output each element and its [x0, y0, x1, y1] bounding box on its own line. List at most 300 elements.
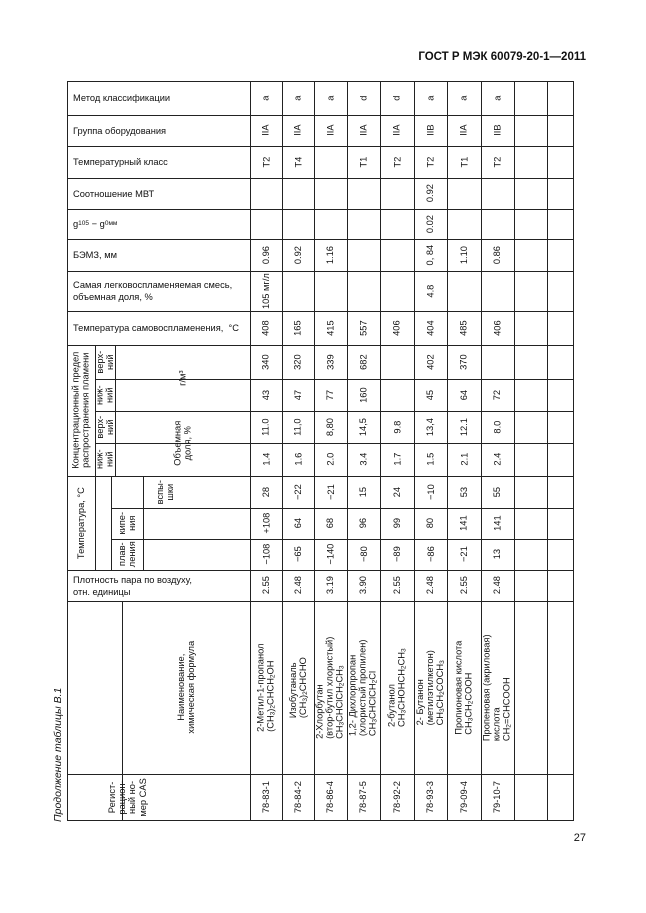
- cell-boil-text: +108: [260, 513, 271, 534]
- cell-most: [314, 271, 347, 311]
- cell-upper_g: [447, 345, 481, 379]
- cell-besg: [250, 239, 282, 271]
- cell-gdiff: [314, 209, 347, 239]
- cell-vapor-text: 2.55: [458, 576, 469, 595]
- page-number: 27: [573, 832, 586, 844]
- cell-lower_g-text: 47: [292, 389, 303, 401]
- cell-ait: [380, 311, 414, 345]
- label-classification: Метод классификации: [73, 93, 171, 103]
- cell-ait-text: 557: [358, 320, 369, 336]
- cell-most: [282, 271, 314, 311]
- cell-melt-text: −108: [260, 544, 271, 565]
- cell-name-formula: [380, 601, 414, 774]
- cell-tclass-text: T4: [292, 156, 303, 168]
- cell-besg: [282, 239, 314, 271]
- label-g-diff: g 105 − g 0 мм: [73, 219, 118, 229]
- cell-mesg: [380, 178, 414, 209]
- cell-besg: [481, 239, 514, 271]
- cell-name-formula: [481, 601, 514, 774]
- chemical-formula: $(CH_3)_2CHCHO$: [297, 657, 309, 718]
- cell-vapor: [447, 570, 481, 601]
- cell-most: [481, 271, 514, 311]
- label-autoignition: Температура самовоспламенения, °С: [73, 323, 239, 333]
- cell-upper_vol-text: 11.0: [260, 418, 271, 436]
- cell-gdiff-text: 0.02: [425, 214, 436, 234]
- cell-most: [250, 271, 282, 311]
- label-temperature-group: [67, 476, 95, 570]
- cell-tclass: [380, 146, 414, 178]
- cell-upper_vol: [314, 411, 347, 443]
- cell-mesg-text: 0.92: [425, 184, 436, 203]
- cell-upper_g-text: 340: [260, 354, 271, 370]
- cell-boil: [282, 508, 314, 539]
- cell-lower_vol: [250, 443, 282, 476]
- cell-upper_vol-text: 12.1: [458, 417, 469, 437]
- cell-upper_g: [347, 345, 380, 379]
- cell-method: [250, 81, 282, 115]
- cell-upper_vol-text: 11,0: [292, 418, 303, 436]
- cell-tclass-text: T2: [391, 156, 402, 168]
- cell-mesg: [447, 178, 481, 209]
- cell-vapor: [481, 570, 514, 601]
- cell-cas-text: 78-87-5: [358, 781, 369, 814]
- cell-flash: [481, 476, 514, 508]
- label-upper-gm3: [95, 345, 115, 379]
- cell-upper_g-text: 370: [458, 354, 469, 370]
- cell-method-text: d: [358, 95, 369, 101]
- chemical-formula: $(CH_3)_2CHCH_2OH$: [265, 660, 277, 732]
- cell-cas-text: 79-09-4: [458, 781, 469, 814]
- cell-cas: [447, 774, 481, 821]
- cell-boil-text: 64: [292, 518, 303, 529]
- cell-ait: [414, 311, 447, 345]
- cell-upper_g: [414, 345, 447, 379]
- cell-group: [250, 115, 282, 146]
- cell-lower_vol-text: 1.4: [260, 453, 271, 466]
- cell-ait-text: 406: [492, 320, 503, 336]
- cell-lower_g: [481, 379, 514, 411]
- cell-ait: [250, 311, 282, 345]
- cell-upper_g: [314, 345, 347, 379]
- label-upper-vol-text: верх- ний: [94, 415, 116, 439]
- label-flash-text: вспы- шки: [154, 479, 175, 505]
- compound-name: Пропионовая кислота: [453, 640, 464, 735]
- cell-group: [282, 115, 314, 146]
- label-cas-text: Регист- рацион- ный но- мер CAS: [106, 778, 148, 817]
- cell-upper_vol-text: 14,5: [358, 417, 369, 437]
- document-header: ГОСТ Р МЭК 60079-20-1—2011: [418, 51, 586, 63]
- cell-lower_vol: [314, 443, 347, 476]
- cell-upper_vol-text: 8,80: [325, 417, 336, 437]
- cell-method-text: d: [391, 95, 402, 101]
- cell-flash: [380, 476, 414, 508]
- cell-lower_vol-text: 2.1: [458, 453, 469, 466]
- cell-besg-text: 0.92: [292, 245, 303, 265]
- cell-upper_vol: [347, 411, 380, 443]
- cell-besg: [380, 239, 414, 271]
- cell-vapor: [414, 570, 447, 601]
- cell-cas-text: 79-10-7: [492, 781, 503, 814]
- cell-lower_vol-text: 3.4: [358, 453, 369, 466]
- cell-most-text: 105 мг/л: [260, 273, 271, 309]
- cell-mesg: [414, 178, 447, 209]
- cell-lower_vol: [380, 443, 414, 476]
- cell-cas: [414, 774, 447, 821]
- cell-melt: [447, 539, 481, 570]
- cell-lower_g-text: 45: [425, 389, 436, 401]
- cell-flash: [314, 476, 347, 508]
- label-lower-vol-text: ниж- ний: [94, 449, 115, 470]
- compound-name: 2-Метил-1-пропанол: [255, 643, 266, 732]
- label-mesg-ratio: Соотношение МВТ: [73, 188, 155, 199]
- cell-lower_g-text: 160: [358, 387, 369, 403]
- cell-lower_vol-text: 2.0: [325, 453, 336, 466]
- label-gm3: [115, 345, 250, 411]
- cell-upper_vol-text: 9.8: [391, 420, 402, 434]
- cell-group: [347, 115, 380, 146]
- cell-name-formula: [250, 601, 282, 774]
- cell-mesg: [481, 178, 514, 209]
- cell-tclass-text: T1: [358, 156, 369, 168]
- cell-besg-text: 0.86: [492, 245, 503, 265]
- cell-boil: [250, 508, 282, 539]
- cell-tclass: [250, 146, 282, 178]
- cell-tclass-text: T2: [260, 156, 271, 168]
- cell-upper_g-text: 320: [292, 354, 303, 370]
- cell-boil-text: 99: [391, 518, 402, 529]
- cell-group: [414, 115, 447, 146]
- cell-flash: [447, 476, 481, 508]
- cell-flash-text: −21: [325, 484, 336, 500]
- cell-cas-text: 78-86-4: [325, 781, 336, 814]
- cell-lower_g-text: 77: [325, 389, 336, 401]
- cell-lower_vol: [347, 443, 380, 476]
- label-flash: [143, 476, 187, 508]
- cell-group-text: IIB: [492, 124, 503, 137]
- cell-upper_g-text: 402: [425, 354, 436, 370]
- label-name-formula-text: Наименование, химическая формула: [175, 641, 196, 734]
- cell-group-text: IIB: [425, 124, 436, 137]
- cell-ait-text: 165: [292, 320, 303, 336]
- cell-method-text: a: [292, 95, 303, 101]
- cell-upper_vol-text: 8.0: [492, 420, 503, 434]
- cell-group-text: IIA: [458, 124, 469, 137]
- header-rule: [95, 476, 96, 570]
- cell-boil-text: 96: [358, 518, 369, 529]
- label-temperature-group-text: Температура, °С: [75, 487, 86, 559]
- cell-tclass: [282, 146, 314, 178]
- cell-ait-text: 485: [458, 320, 469, 336]
- cell-vapor-text: 2.48: [425, 576, 436, 595]
- cell-group: [314, 115, 347, 146]
- cell-method: [481, 81, 514, 115]
- label-boil: [111, 508, 143, 539]
- cell-besg-text: 1.16: [325, 245, 336, 265]
- label-volume-fraction: [115, 411, 250, 476]
- cell-tclass: [481, 146, 514, 178]
- cell-lower_g: [250, 379, 282, 411]
- cell-vapor-text: 2.55: [391, 576, 402, 595]
- cell-boil: [481, 508, 514, 539]
- cell-melt-text: −140: [325, 544, 336, 565]
- cell-group-text: IIA: [325, 124, 336, 137]
- cell-tclass: [347, 146, 380, 178]
- cell-upper_vol: [447, 411, 481, 443]
- cell-ait: [314, 311, 347, 345]
- chemical-formula: $CH_2=CHCOOH$: [502, 677, 514, 741]
- cell-vapor-text: 2.55: [260, 576, 271, 595]
- cell-flash: [250, 476, 282, 508]
- cell-method-text: a: [458, 95, 469, 101]
- cell-group: [447, 115, 481, 146]
- cell-melt-text: −65: [292, 546, 303, 563]
- cell-lower_g: [282, 379, 314, 411]
- data-table: [67, 81, 574, 821]
- cell-ait-text: 408: [260, 320, 271, 336]
- cell-ait: [447, 311, 481, 345]
- label-name-formula: [122, 601, 250, 774]
- cell-vapor: [314, 570, 347, 601]
- label-cas: [67, 774, 187, 821]
- label-lower-vol: [95, 443, 115, 476]
- cell-lower_g: [380, 379, 414, 411]
- cell-upper_g: [250, 345, 282, 379]
- cell-upper_vol-text: 13,4: [425, 417, 436, 437]
- cell-lower_g: [314, 379, 347, 411]
- label-upper-gm3-text: верх- ний: [94, 350, 116, 374]
- label-melt-text: плав- ления: [116, 541, 137, 568]
- cell-besg-text: 0, 84: [425, 244, 436, 266]
- cell-lower_vol: [481, 443, 514, 476]
- label-flame-limits-group-text: Концентрационный предел распространения пламени: [70, 351, 91, 470]
- cell-most: [380, 271, 414, 311]
- cell-group-text: IIA: [358, 124, 369, 137]
- cell-cas-text: 78-93-3: [425, 781, 436, 814]
- cell-boil: [414, 508, 447, 539]
- chemical-formula: $CH_3CHOHCH_2CH_3$: [396, 648, 408, 727]
- cell-lower_vol-text: 1.5: [425, 453, 436, 466]
- cell-gdiff: [250, 209, 282, 239]
- cell-most: [447, 271, 481, 311]
- cell-vapor-text: 3.90: [358, 576, 369, 595]
- cell-vapor-text: 2.48: [492, 576, 503, 595]
- cell-melt-text: −86: [425, 546, 436, 563]
- cell-group: [380, 115, 414, 146]
- cell-lower_vol: [414, 443, 447, 476]
- cell-gdiff: [447, 209, 481, 239]
- column-rule: [514, 81, 515, 821]
- cell-cas: [347, 774, 380, 821]
- label-most-ignitable: Самая легковоспламеняемая смесь, объемная доля, %: [73, 280, 233, 302]
- cell-method-text: a: [260, 95, 271, 101]
- cell-flash-text: 24: [391, 486, 402, 498]
- cell-cas: [380, 774, 414, 821]
- cell-upper_g: [481, 345, 514, 379]
- cell-besg: [447, 239, 481, 271]
- cell-upper_vol: [481, 411, 514, 443]
- cell-besg-text: 1.10: [458, 245, 469, 265]
- cell-gdiff: [481, 209, 514, 239]
- cell-mesg: [314, 178, 347, 209]
- cell-cas-text: 78-83-1: [260, 781, 271, 814]
- cell-boil-text: 141: [492, 515, 503, 532]
- compound-name: Изобутаналь: [287, 662, 298, 718]
- cell-upper_vol: [380, 411, 414, 443]
- cell-melt: [347, 539, 380, 570]
- cell-vapor: [250, 570, 282, 601]
- cell-lower_g-text: 64: [458, 389, 469, 401]
- cell-tclass-text: T2: [492, 156, 503, 168]
- cell-group: [481, 115, 514, 146]
- cell-tclass: [314, 146, 347, 178]
- cell-method-text: a: [325, 95, 336, 101]
- cell-cas: [250, 774, 282, 821]
- compound-name: 1,2- Дихлорпропан (хлористый пропилен): [347, 639, 368, 736]
- chemical-formula: $CH_3CH_2COCH_3$: [435, 659, 447, 726]
- label-flame-limits-group: [67, 345, 95, 476]
- cell-most: [347, 271, 380, 311]
- cell-melt-text: 13: [492, 549, 503, 560]
- cell-name-formula: [447, 601, 481, 774]
- cell-lower_vol-text: 1.7: [391, 453, 402, 466]
- cell-cas: [282, 774, 314, 821]
- cell-tclass-text: T1: [458, 156, 469, 168]
- label-lower-gm3-text: ниж- ний: [94, 385, 115, 405]
- cell-ait-text: 404: [425, 320, 436, 336]
- label-besg: БЭМЗ, мм: [73, 250, 117, 260]
- cell-vapor: [347, 570, 380, 601]
- cell-gdiff: [282, 209, 314, 239]
- cell-flash-text: 53: [458, 486, 469, 498]
- cell-upper_vol: [250, 411, 282, 443]
- cell-flash-text: 28: [260, 486, 271, 498]
- cell-gdiff: [414, 209, 447, 239]
- cell-method: [347, 81, 380, 115]
- compound-name: 2-Хлорбутан (втор-бутил хлористый): [314, 636, 335, 739]
- cell-most: [414, 271, 447, 311]
- cell-flash-text: −22: [292, 484, 303, 500]
- cell-mesg: [282, 178, 314, 209]
- cell-lower_vol: [447, 443, 481, 476]
- cell-method: [447, 81, 481, 115]
- cell-group-text: IIA: [391, 124, 402, 137]
- cell-name-formula: [282, 601, 314, 774]
- cell-cas-text: 78-84-2: [292, 781, 303, 814]
- cell-gdiff: [380, 209, 414, 239]
- chemical-formula: $CH_3CHClCH_2Cl$: [368, 670, 380, 736]
- cell-method: [380, 81, 414, 115]
- cell-method: [414, 81, 447, 115]
- cell-boil-text: 68: [325, 518, 336, 529]
- cell-vapor-text: 3.19: [325, 576, 336, 595]
- cell-melt-text: −21: [458, 546, 469, 563]
- cell-mesg: [347, 178, 380, 209]
- cell-name-formula: [414, 601, 447, 774]
- label-volume-fraction-text: Объемная доля, %: [172, 421, 193, 466]
- cell-mesg: [250, 178, 282, 209]
- cell-lower_g-text: 43: [260, 389, 271, 401]
- label-gm3-text: г/м³: [177, 370, 188, 386]
- table-border-right: [573, 81, 574, 821]
- cell-upper_g-text: 339: [325, 354, 336, 370]
- cell-besg: [347, 239, 380, 271]
- cell-tclass-text: T2: [425, 156, 436, 168]
- cell-melt: [282, 539, 314, 570]
- cell-besg: [414, 239, 447, 271]
- label-lower-gm3: [95, 379, 115, 411]
- cell-lower_g: [347, 379, 380, 411]
- cell-method: [282, 81, 314, 115]
- cell-boil-text: 141: [458, 515, 469, 532]
- cell-ait: [282, 311, 314, 345]
- cell-vapor: [282, 570, 314, 601]
- cell-tclass: [447, 146, 481, 178]
- cell-ait: [481, 311, 514, 345]
- cell-group-text: IIA: [292, 124, 303, 137]
- cell-lower_g: [414, 379, 447, 411]
- cell-upper_vol: [282, 411, 314, 443]
- cell-most-text: 4.8: [425, 284, 436, 298]
- cell-vapor: [380, 570, 414, 601]
- cell-upper_g: [380, 345, 414, 379]
- cell-melt: [380, 539, 414, 570]
- label-equipment-group: Группа оборудования: [73, 125, 167, 136]
- cell-boil: [380, 508, 414, 539]
- label-temperature-class: Температурный класс: [73, 157, 168, 167]
- cell-melt: [314, 539, 347, 570]
- cell-lower_g: [447, 379, 481, 411]
- cell-lower_vol: [282, 443, 314, 476]
- cell-flash-text: 55: [492, 486, 503, 498]
- cell-melt: [481, 539, 514, 570]
- cell-boil-text: 80: [425, 518, 436, 529]
- cell-method-text: a: [425, 95, 436, 101]
- cell-name-formula: [347, 601, 380, 774]
- label-upper-vol: [95, 411, 115, 443]
- column-rule: [547, 81, 548, 821]
- cell-cas: [481, 774, 514, 821]
- cell-cas-text: 78-92-2: [391, 781, 402, 814]
- compound-name: 2-бутанол: [386, 683, 397, 727]
- label-melt: [111, 539, 143, 570]
- cell-lower_g-text: 72: [492, 389, 503, 401]
- cell-upper_g: [282, 345, 314, 379]
- label-vapor-density: Плотность пара по воздуху, отн. единицы: [73, 574, 192, 597]
- cell-upper_vol: [414, 411, 447, 443]
- cell-boil: [347, 508, 380, 539]
- cell-boil: [314, 508, 347, 539]
- cell-vapor-text: 2.48: [292, 576, 303, 595]
- cell-upper_g-text: 682: [358, 354, 369, 370]
- cell-besg: [314, 239, 347, 271]
- cell-ait: [347, 311, 380, 345]
- chemical-formula: $CH_3CHClCH_2CH_3$: [335, 665, 347, 739]
- cell-melt-text: −89: [391, 546, 402, 563]
- cell-melt: [250, 539, 282, 570]
- cell-melt: [414, 539, 447, 570]
- cell-method-text: a: [492, 95, 503, 101]
- cell-tclass: [414, 146, 447, 178]
- cell-boil: [447, 508, 481, 539]
- cell-flash-text: 15: [358, 486, 369, 498]
- cell-name-formula: [314, 601, 347, 774]
- cell-ait-text: 415: [325, 320, 336, 336]
- cell-ait-text: 406: [391, 320, 402, 336]
- cell-flash: [414, 476, 447, 508]
- label-boil-text: кипе- ния: [116, 512, 137, 535]
- cell-melt-text: −80: [358, 546, 369, 563]
- cell-cas: [314, 774, 347, 821]
